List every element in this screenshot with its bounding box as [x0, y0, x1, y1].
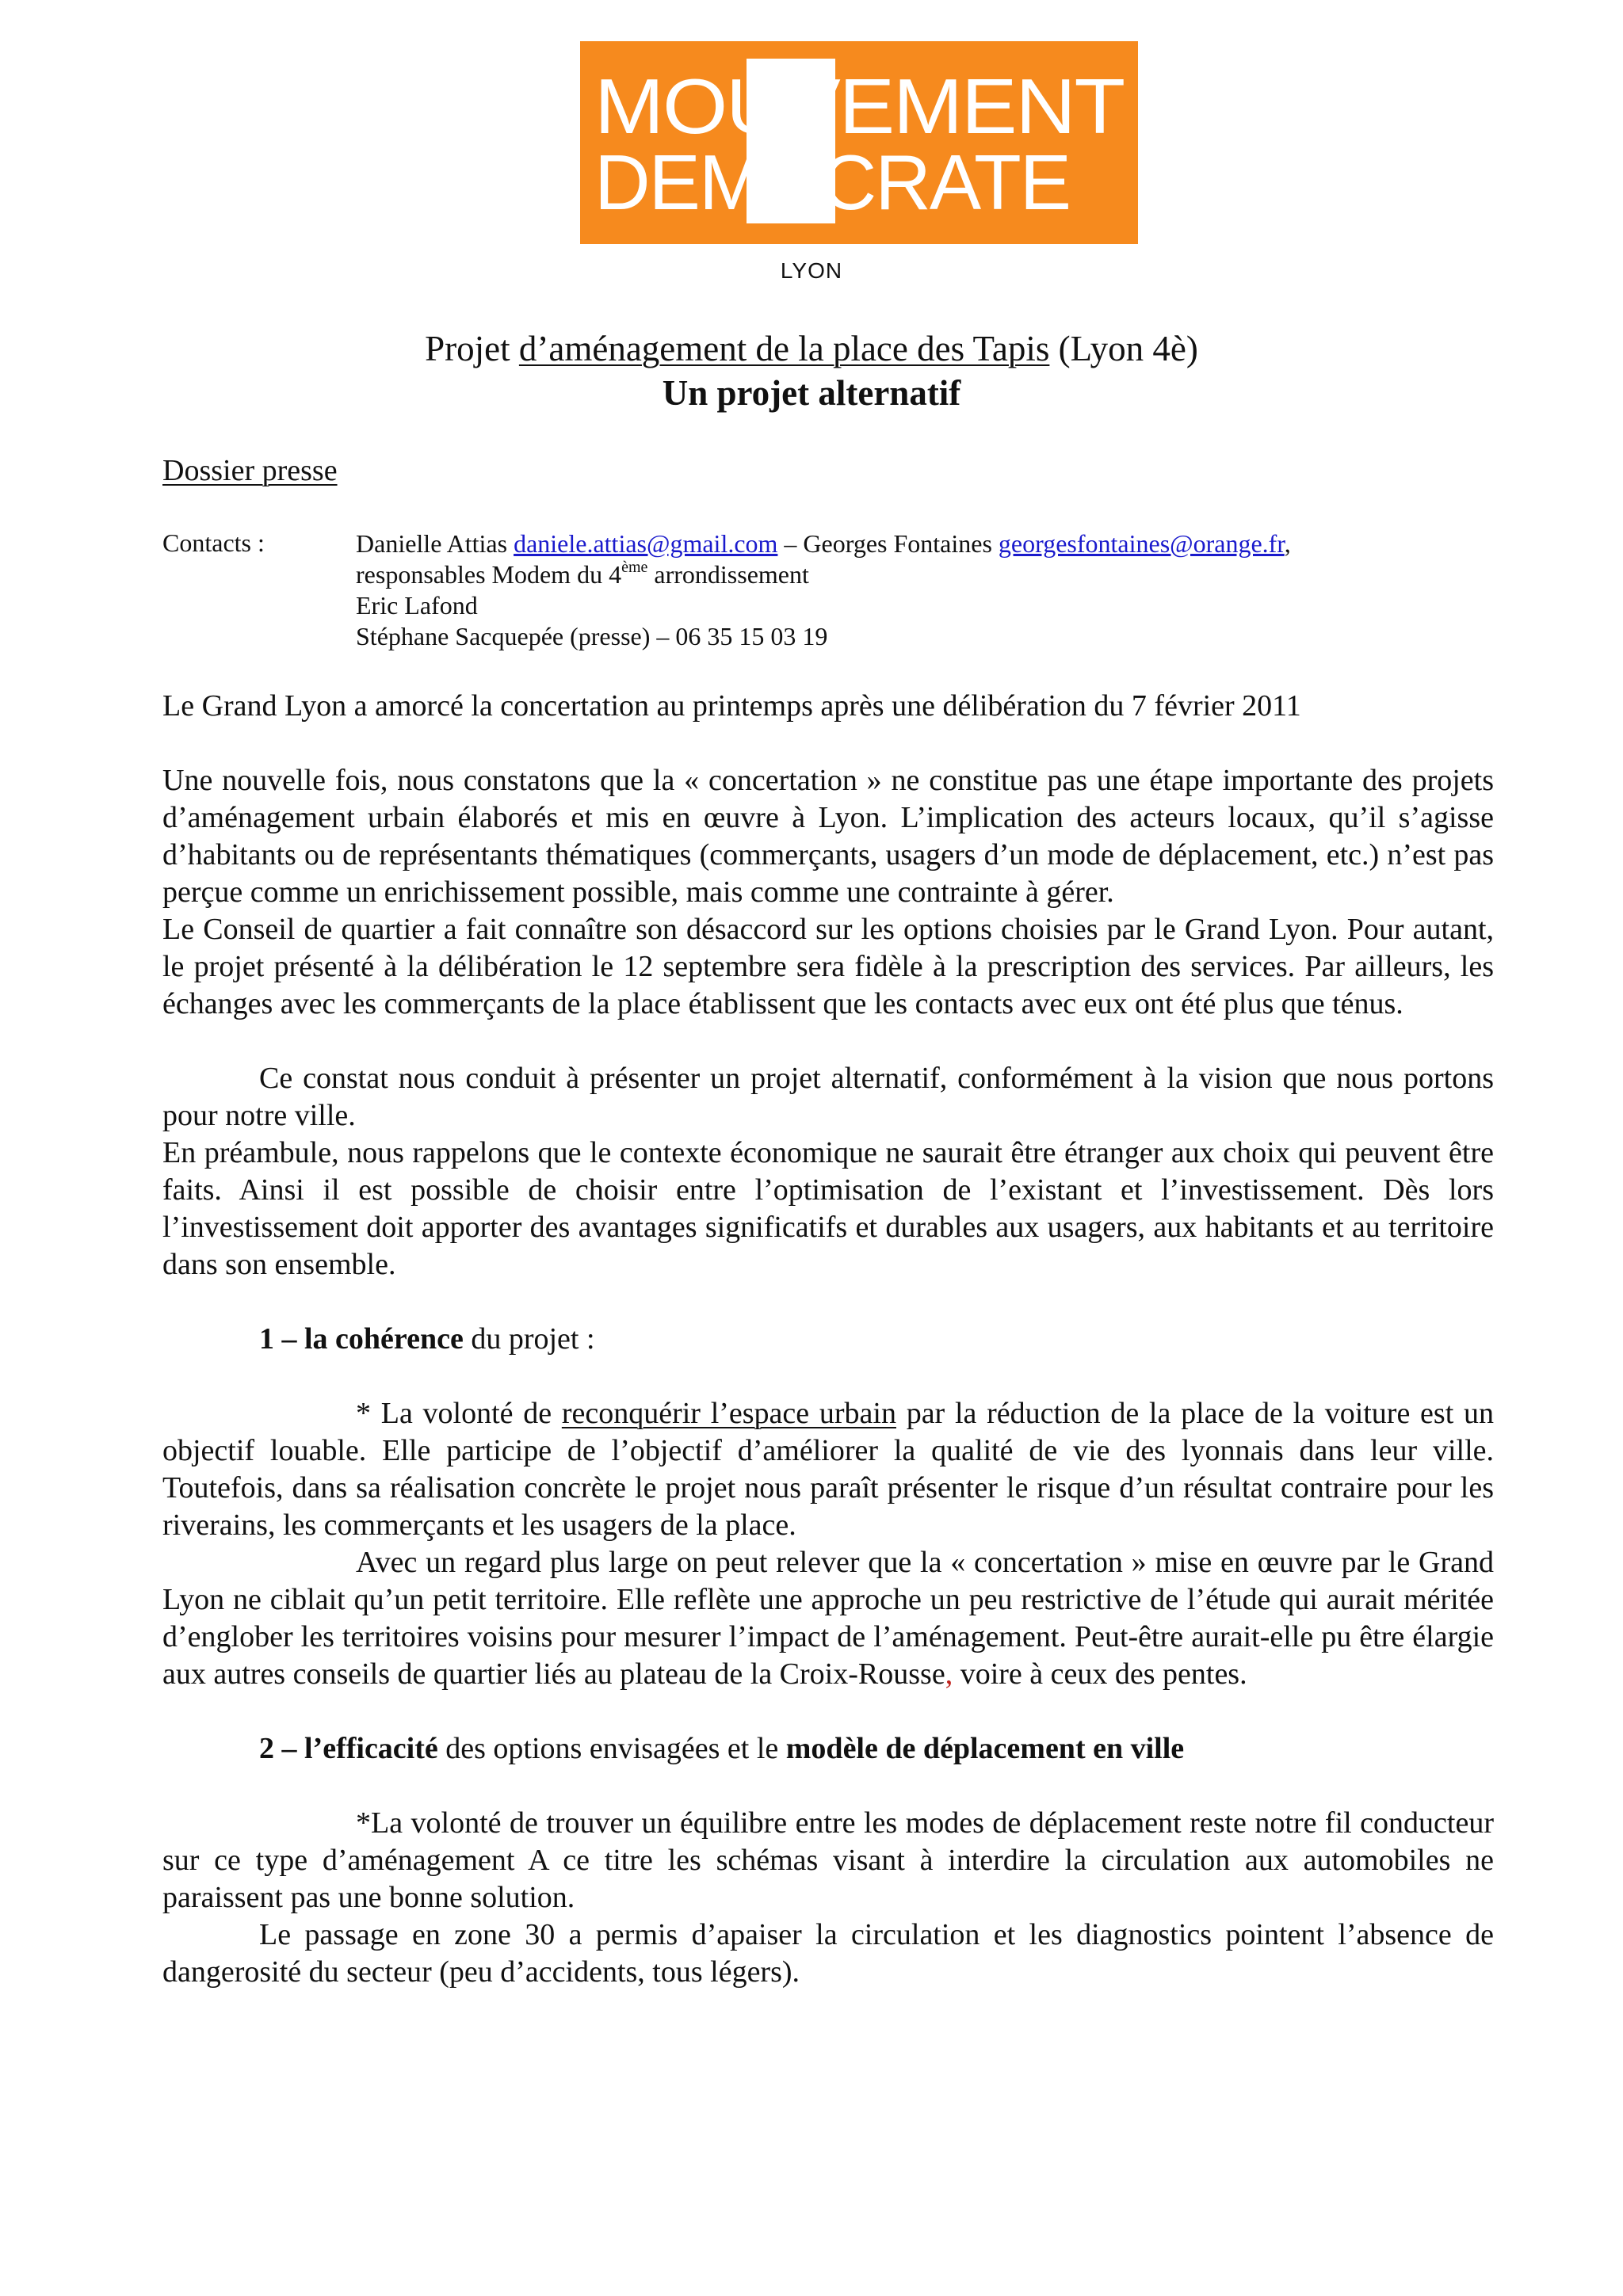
- mouvement-democrate-logo: [580, 41, 1138, 244]
- section-heading-2: 2 – l’efficacité des options envisagées et le modèle de déplacement en ville: [259, 1732, 1185, 1765]
- paragraph: Le Conseil de quartier a fait connaître son désaccord sur les options choisies par le Grand Lyon. Pour autant, le projet présenté à la délibération le 12 septembre sera fidèle à la prescription des services. Par ailleurs, les échanges avec les commerçants de la place établissent que les contacts avec eux ont été plus que ténus.: [162, 913, 1494, 1020]
- contacts-line-1: Danielle Attias daniele.attias@gmail.com – Georges Fontaines georgesfontaines@orange.fr,: [356, 529, 1291, 558]
- document-title: [0, 326, 1623, 415]
- paragraph: Avec un regard plus large on peut relever que la « concertation » mise en œuvre par le Grand Lyon ne ciblait qu’un petit territoire. Elle reflète une approche un peu restrictive de l’étude qui aurait méritée d’englober les territoires voisins pour mesurer l’impact de l’aménagement. Peut-être aurait-elle pu être élargie aux autres conseils de quartier liés au plateau de la Croix-Rousse, voire à ceux des pentes.: [162, 1546, 1494, 1691]
- paragraph: En préambule, nous rappelons que le contexte économique ne saurait être étranger aux choix qui peuvent être faits. Ainsi il est possible de choisir entre l’optimisation de l’existant et l’investissement. Dès lors l’investissement doit apporter des avantages significatifs et durables aux usagers, aux habitants et au territoire dans son ensemble.: [162, 1136, 1494, 1281]
- document-body: [162, 688, 1494, 1991]
- title-line: Projet d’aménagement de la place des Tapis (Lyon 4è): [425, 329, 1198, 368]
- contacts-line-2: responsables Modem du 4ème arrondissement: [356, 559, 809, 589]
- paragraph: *La volonté de trouver un équilibre entre les modes de déplacement reste notre fil conducteur sur ce type d’aménagement A ce titre les schémas visant à interdire la circulation aux automobiles ne paraissent pas une bonne solution.: [162, 1806, 1494, 1914]
- email-link-fontaines[interactable]: georgesfontaines@orange.fr: [998, 529, 1285, 558]
- paragraph: Une nouvelle fois, nous constatons que la « concertation » ne constitue pas une étape importante des projets d’aménagement urbain élaborés et mis en œuvre à Lyon. L’implication des acteurs locaux, qu’il s’agisse d’habitants ou de représentants thématiques (commerçants, usagers d’un mode de déplacement, etc.) n’est pas perçue comme un enrichissement possible, mais comme une contrainte à gérer.: [162, 764, 1494, 909]
- paragraph: Le Grand Lyon a amorcé la concertation au printemps après une délibération du 7 février 2011: [162, 689, 1301, 723]
- email-link-attias[interactable]: daniele.attias@gmail.com: [514, 529, 778, 558]
- city-label: LYON: [780, 258, 843, 283]
- contacts-block: [356, 528, 1513, 652]
- section-heading-1: 1 – la cohérence du projet :: [259, 1322, 595, 1356]
- logo-line-2: DEMOCRATE: [594, 139, 1070, 226]
- contacts-line-4: Stéphane Sacquepée (presse) – 06 35 15 03 19: [356, 622, 828, 650]
- contacts-label: Contacts :: [162, 528, 265, 557]
- logo-line-1: MOUVEMENT: [594, 63, 1125, 150]
- dossier-presse-heading: Dossier presse: [162, 454, 338, 487]
- paragraph: Ce constat nous conduit à présenter un projet alternatif, conformément à la vision que nous portons pour notre ville.: [162, 1062, 1494, 1132]
- contacts-line-3: Eric Lafond: [356, 591, 478, 620]
- paragraph: Le passage en zone 30 a permis d’apaiser la circulation et les diagnostics pointent l’absence de dangerosité du secteur (peu d’accidents, tous légers).: [162, 1918, 1494, 1989]
- document-subtitle: Un projet alternatif: [662, 373, 961, 413]
- paragraph: * La volonté de reconquérir l’espace urbain par la réduction de la place de la voiture est un objectif louable. Elle participe de l’objectif d’améliorer la qualité de vie des lyonnais dans leur ville. Toutefois, dans sa réalisation concrète le projet nous paraît présenter le risque d’un résultat contraire pour les riverains, les commerçants et les usagers de la place.: [162, 1397, 1494, 1542]
